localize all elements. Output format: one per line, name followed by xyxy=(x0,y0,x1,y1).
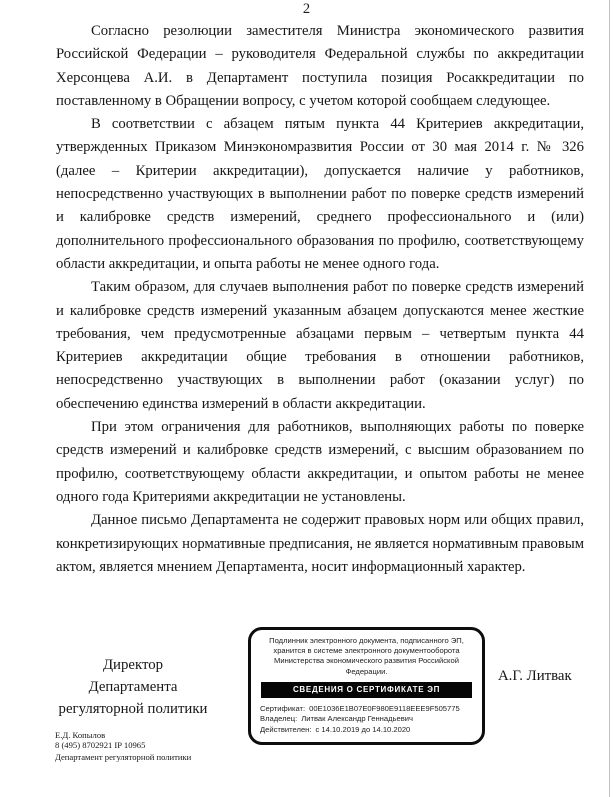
owner-value: Литвак Александр Геннадьевич xyxy=(301,714,413,724)
executor-phone: 8 (495) 8702921 IP 10965 xyxy=(55,739,146,750)
certificate-row xyxy=(260,704,473,714)
stamp-header-line1: Подлинник электронного документа, подписанного ЭП, xyxy=(269,636,464,645)
body-paragraph: В соответствии с абзацем пятым пункта 44 Критериев аккредитации, утвержденных Приказом Минэкономразвития России от 30 мая 2014 г. № 326 (далее – Критерии аккредитации), допускается наличие у работников, непосредственно участвующих в выполнении работ по поверке средств измерений и калибровке средств измерений, среднего профессионального и (или) дополнительного профессионального образования по профилю, соответствующему области аккредитации, и опыта работы не менее одного года. xyxy=(56,116,584,272)
page-edge-line xyxy=(609,0,610,797)
certificate-value: 00E1036E1B07E0F980E9118EEE9F505775 xyxy=(309,703,460,713)
signer-position-line2: регуляторной политики xyxy=(58,701,208,717)
executor-department: Департамент регуляторной политики xyxy=(55,751,192,762)
body-paragraph: Согласно резолюции заместителя Министра экономического развития Российской Федерации – руководителя Федеральной службы по аккредитации Херсонцева А.И. в Департамент поступила позиция Росаккредитации по поставленному в Обращении вопросу, с учетом которой сообщаем следующее. xyxy=(56,23,584,109)
page-number: 2 xyxy=(302,1,311,17)
electronic-signature-stamp xyxy=(248,627,485,745)
validity-value: с 14.10.2019 до 14.10.2020 xyxy=(315,724,411,734)
body-paragraph: При этом ограничения для работников, выполняющих работы по поверке средств измерений и калибровке средств измерений, с высшим образованием по профилю, соответствующему области аккредитации, и опытом работы не менее одного года Критериями аккредитации не установлены. xyxy=(56,419,584,505)
body-paragraph: Таким образом, для случаев выполнения работ по поверке средств измерений и калибровке средств измерений указанным абзацем допускаются менее жесткие требования, чем предусмотренные абзацами первым – четвертым пункта 44 Критериев аккредитации общие требования в отношении работников, непосредственно участвующих в выполнении работ (оказании услуг) по обеспечению единства измерений в области аккредитации. xyxy=(56,279,584,412)
validity-label: Действителен: xyxy=(260,724,312,734)
letter-body xyxy=(56,20,584,579)
signer-position-line1: Директор Департамента xyxy=(88,657,178,695)
stamp-certificate-info xyxy=(260,704,473,735)
certificate-label: Сертификат: xyxy=(260,703,306,713)
signer-position xyxy=(58,654,208,720)
executor-footer xyxy=(55,731,191,762)
stamp-header xyxy=(260,636,473,677)
executor-name: Е.Д. Копылов xyxy=(55,730,106,740)
owner-label: Владелец: xyxy=(260,714,298,724)
stamp-certificate-title-bar: СВЕДЕНИЯ О СЕРТИФИКАТЕ ЭП xyxy=(261,682,472,698)
owner-row xyxy=(260,714,473,724)
body-paragraph: Данное письмо Департамента не содержит правовых норм или общих правил, конкретизирующих нормативные предписания, не является нормативным правовым актом, является мнением Департамента, носит информационный характер. xyxy=(56,512,584,575)
signer-name: А.Г. Литвак xyxy=(498,668,572,684)
validity-row xyxy=(260,725,473,735)
stamp-header-line3: Министерства экономического развития Российской Федерации. xyxy=(274,656,459,676)
stamp-header-line2: хранится в системе электронного документооборота xyxy=(273,646,460,656)
